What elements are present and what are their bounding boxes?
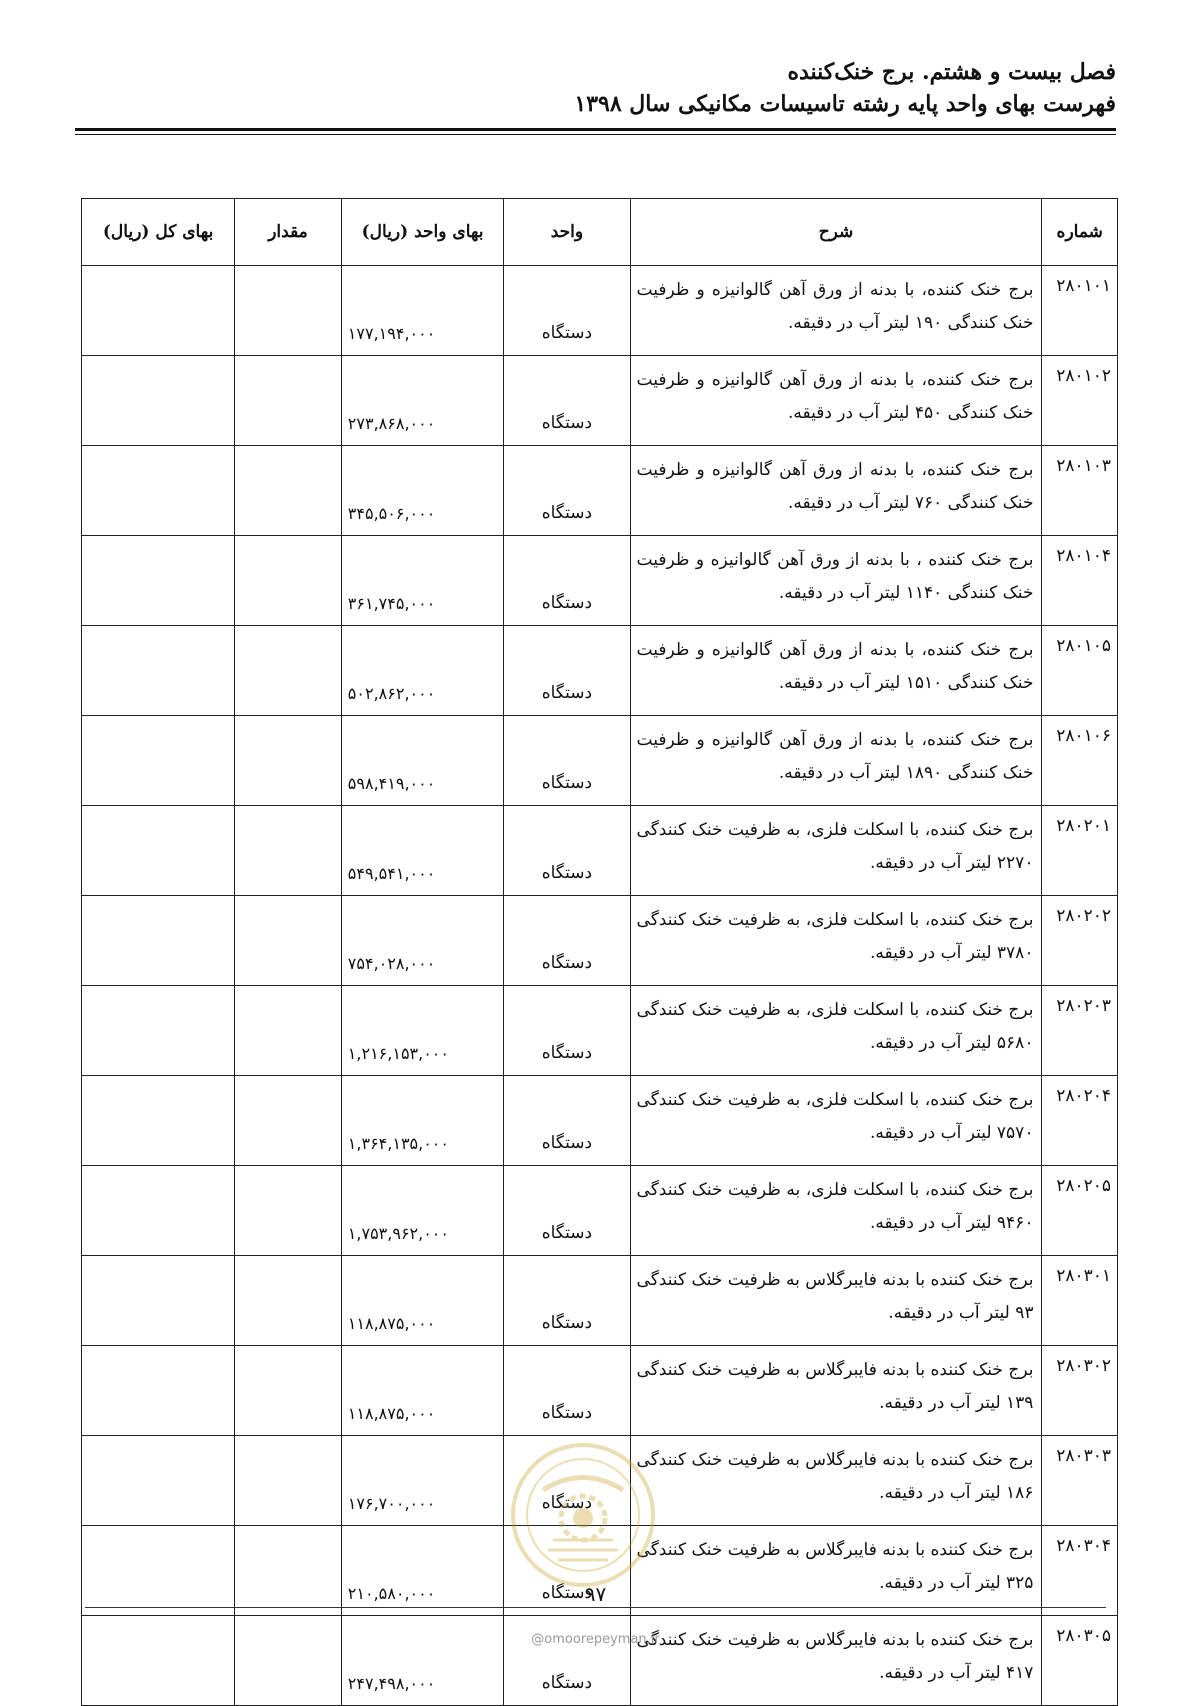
document-subtitle: فهرست بهای واحد پایه رشته تاسیسات مکانیکی سال ۱۳۹۸ [574,91,1116,117]
row-unit-price: ۲۷۳,۸۶۸,۰۰۰ [341,356,503,446]
col-header-qty: مقدار [235,199,342,266]
row-quantity [235,1436,342,1526]
row-description: برج خنک کننده، با بدنه از ورق آهن گالوانیزه و ظرفیت خنک کنندگی ۴۵۰ لیتر آب در دقیقه. [630,356,1042,446]
row-unit: دستگاه [504,446,630,536]
row-code: ۲۸۰۳۰۴ [1042,1526,1118,1616]
table-row [82,986,1118,1076]
row-code: ۲۸۰۱۰۱ [1042,266,1118,356]
row-unit-price: ۳۴۵,۵۰۶,۰۰۰ [341,446,503,536]
row-unit: دستگاه [504,1166,630,1256]
row-description: برج خنک کننده، با اسکلت فلزی، به ظرفیت خنک کنندگی ۷۵۷۰ لیتر آب در دقیقه. [630,1076,1042,1166]
row-quantity [235,266,342,356]
row-total-price [82,1616,235,1706]
row-quantity [235,356,342,446]
row-unit-price: ۱۱۸,۸۷۵,۰۰۰ [341,1256,503,1346]
row-description: برج خنک کننده با بدنه فایبرگلاس به ظرفیت خنک کنندگی ۱۸۶ لیتر آب در دقیقه. [630,1436,1042,1526]
row-code: ۲۸۰۱۰۴ [1042,536,1118,626]
row-unit: دستگاه [504,536,630,626]
row-code: ۲۸۰۲۰۴ [1042,1076,1118,1166]
row-quantity [235,896,342,986]
table-row [82,1436,1118,1526]
row-code: ۲۸۰۲۰۳ [1042,986,1118,1076]
row-description: برج خنک کننده، با اسکلت فلزی، به ظرفیت خنک کنندگی ۵۶۸۰ لیتر آب در دقیقه. [630,986,1042,1076]
row-quantity [235,716,342,806]
table-row [82,1256,1118,1346]
row-quantity [235,986,342,1076]
row-unit-price: ۲۴۷,۴۹۸,۰۰۰ [341,1616,503,1706]
table-row [82,266,1118,356]
row-unit: دستگاه [504,1526,630,1616]
row-unit: دستگاه [504,1616,630,1706]
page-number: ۹۷ [584,1582,607,1606]
row-description: برج خنک کننده، با بدنه از ورق آهن گالوانیزه و ظرفیت خنک کنندگی ۱۸۹۰ لیتر آب در دقیقه. [630,716,1042,806]
row-unit-price: ۲۱۰,۵۸۰,۰۰۰ [341,1526,503,1616]
col-header-unit-price: بهای واحد (ریال) [341,199,503,266]
row-code: ۲۸۰۱۰۲ [1042,356,1118,446]
row-unit-price: ۱,۲۱۶,۱۵۳,۰۰۰ [341,986,503,1076]
row-quantity [235,626,342,716]
row-quantity [235,1346,342,1436]
row-quantity [235,1616,342,1706]
row-description: برج خنک کننده با بدنه فایبرگلاس به ظرفیت خنک کنندگی ۹۳ لیتر آب در دقیقه. [630,1256,1042,1346]
table-row [82,896,1118,986]
site-watermark-text: @omoorepeyman.ir [531,1632,660,1647]
row-unit: دستگاه [504,986,630,1076]
row-description: برج خنک کننده با بدنه فایبرگلاس به ظرفیت خنک کنندگی ۴۱۷ لیتر آب در دقیقه. [630,1616,1042,1706]
row-code: ۲۸۰۱۰۵ [1042,626,1118,716]
row-total-price [82,1166,235,1256]
row-code: ۲۸۰۳۰۲ [1042,1346,1118,1436]
table-row [82,1616,1118,1706]
table-row [82,536,1118,626]
row-total-price [82,446,235,536]
row-quantity [235,446,342,536]
header-rule-thick [75,128,1116,131]
row-total-price [82,1256,235,1346]
row-code: ۲۸۰۱۰۳ [1042,446,1118,536]
row-unit-price: ۱۷۷,۱۹۴,۰۰۰ [341,266,503,356]
row-code: ۲۸۰۳۰۱ [1042,1256,1118,1346]
table-row [82,356,1118,446]
row-unit-price: ۳۶۱,۷۴۵,۰۰۰ [341,536,503,626]
row-total-price [82,1076,235,1166]
table-header-row [82,199,1118,266]
table-row [82,1076,1118,1166]
row-description: برج خنک کننده ، با بدنه از ورق آهن گالوانیزه و ظرفیت خنک کنندگی ۱۱۴۰ لیتر آب در دقیقه. [630,536,1042,626]
row-quantity [235,1076,342,1166]
row-code: ۲۸۰۲۰۱ [1042,806,1118,896]
row-unit: دستگاه [504,1256,630,1346]
row-unit: دستگاه [504,1076,630,1166]
page-header [75,56,1116,120]
row-quantity [235,536,342,626]
header-rule-thin [75,134,1116,135]
row-unit-price: ۱۱۸,۸۷۵,۰۰۰ [341,1346,503,1436]
table-row [82,716,1118,806]
row-description: برج خنک کننده، با بدنه از ورق آهن گالوانیزه و ظرفیت خنک کنندگی ۱۵۱۰ لیتر آب در دقیقه. [630,626,1042,716]
row-description: برج خنک کننده، با بدنه از ورق آهن گالوانیزه و ظرفیت خنک کنندگی ۷۶۰ لیتر آب در دقیقه. [630,446,1042,536]
row-unit: دستگاه [504,626,630,716]
row-description: برج خنک کننده با بدنه فایبرگلاس به ظرفیت خنک کنندگی ۱۳۹ لیتر آب در دقیقه. [630,1346,1042,1436]
row-description: برج خنک کننده، با اسکلت فلزی، به ظرفیت خنک کنندگی ۳۷۸۰ لیتر آب در دقیقه. [630,896,1042,986]
row-unit: دستگاه [504,356,630,446]
row-unit-price: ۱,۳۶۴,۱۳۵,۰۰۰ [341,1076,503,1166]
row-description: برج خنک کننده، با اسکلت فلزی، به ظرفیت خنک کنندگی ۹۴۶۰ لیتر آب در دقیقه. [630,1166,1042,1256]
row-total-price [82,1436,235,1526]
row-unit-price: ۵۰۲,۸۶۲,۰۰۰ [341,626,503,716]
col-header-total: بهای کل (ریال) [82,199,235,266]
row-code: ۲۸۰۲۰۲ [1042,896,1118,986]
row-total-price [82,986,235,1076]
row-code: ۲۸۰۳۰۳ [1042,1436,1118,1526]
row-unit-price: ۷۵۴,۰۲۸,۰۰۰ [341,896,503,986]
row-code: ۲۸۰۱۰۶ [1042,716,1118,806]
row-unit-price: ۵۹۸,۴۱۹,۰۰۰ [341,716,503,806]
row-quantity [235,806,342,896]
price-table [81,198,1118,1706]
row-description: برج خنک کننده، با بدنه از ورق آهن گالوانیزه و ظرفیت خنک کنندگی ۱۹۰ لیتر آب در دقیقه. [630,266,1042,356]
row-total-price [82,716,235,806]
row-quantity [235,1166,342,1256]
table-row [82,1166,1118,1256]
col-header-desc: شرح [630,199,1042,266]
row-unit-price: ۱,۷۵۳,۹۶۲,۰۰۰ [341,1166,503,1256]
row-total-price [82,356,235,446]
row-unit-price: ۵۴۹,۵۴۱,۰۰۰ [341,806,503,896]
col-header-code: شماره [1042,199,1118,266]
table-row [82,626,1118,716]
table-row [82,1346,1118,1436]
row-total-price [82,1346,235,1436]
row-description: برج خنک کننده، با اسکلت فلزی، به ظرفیت خنک کنندگی ۲۲۷۰ لیتر آب در دقیقه. [630,806,1042,896]
row-unit: دستگاه [504,806,630,896]
row-unit: دستگاه [504,896,630,986]
row-unit: دستگاه [504,1346,630,1436]
row-code: ۲۸۰۳۰۵ [1042,1616,1118,1706]
row-total-price [82,896,235,986]
row-unit: دستگاه [504,716,630,806]
row-total-price [82,266,235,356]
row-quantity [235,1256,342,1346]
row-description: برج خنک کننده با بدنه فایبرگلاس به ظرفیت خنک کنندگی ۳۲۵ لیتر آب در دقیقه. [630,1526,1042,1616]
footer-rule [85,1607,1106,1608]
table-row [82,806,1118,896]
row-unit: دستگاه [504,266,630,356]
chapter-title: فصل بیست و هشتم. برج خنک‌کننده [787,59,1116,85]
row-unit: دستگاه [504,1436,630,1526]
row-total-price [82,536,235,626]
row-code: ۲۸۰۲۰۵ [1042,1166,1118,1256]
row-total-price [82,806,235,896]
row-total-price [82,626,235,716]
table-row [82,446,1118,536]
row-unit-price: ۱۷۶,۷۰۰,۰۰۰ [341,1436,503,1526]
col-header-unit: واحد [504,199,630,266]
